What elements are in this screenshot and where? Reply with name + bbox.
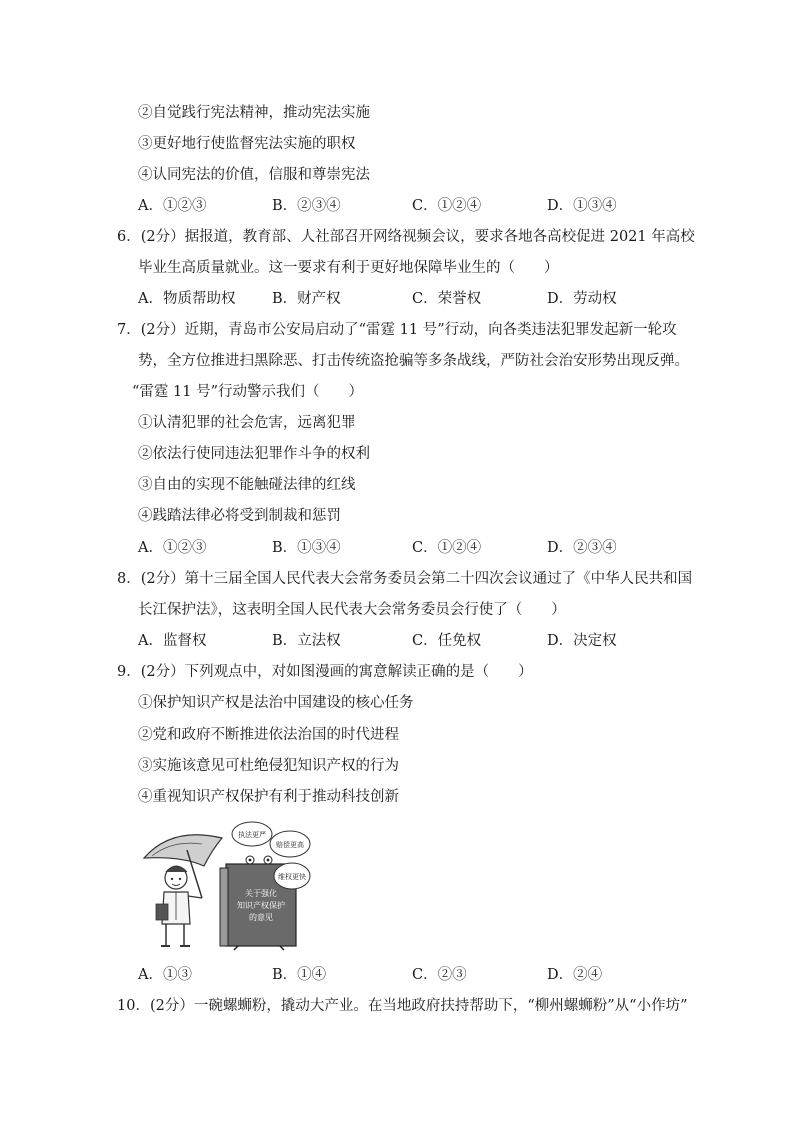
book-title-line3: 的意见 <box>249 913 273 922</box>
q8-option-b[interactable]: B．立法权 <box>272 633 341 649</box>
q7-option-a[interactable]: A．①②③ <box>138 540 207 556</box>
q7-stem-line1: 7．(2分）近期，青岛市公安局启动了“雷霆 11 号”行动，向各类违法犯罪发起新一轮攻 <box>117 322 677 338</box>
q9-option-a[interactable]: A．①③ <box>138 967 192 983</box>
q7-options <box>138 538 698 558</box>
q9-option-d[interactable]: D．②④ <box>547 967 603 983</box>
q6-options <box>138 289 698 309</box>
q8-option-a[interactable]: A．监督权 <box>138 633 207 649</box>
q9-item-4: ④重视知识产权保护有利于推动科技创新 <box>138 789 399 805</box>
q9-option-c[interactable]: C．②③ <box>412 967 467 983</box>
q9-item-2: ②党和政府不断推进依法治国的时代进程 <box>138 727 399 743</box>
q8-option-d[interactable]: D．决定权 <box>547 633 617 649</box>
q7-item-1: ①认清犯罪的社会危害，远离犯罪 <box>138 415 356 431</box>
q7-option-b[interactable]: B．①③④ <box>272 540 341 556</box>
q5-option-a[interactable]: A．①②③ <box>138 198 207 214</box>
q5-item-4: ④认同宪法的价值，信服和尊崇宪法 <box>138 167 370 183</box>
q9-option-b[interactable]: B．①④ <box>272 967 327 983</box>
q7-option-d[interactable]: D．②③④ <box>547 540 617 556</box>
q10-stem-line1: 10．(2分）一碗螺蛳粉，撬动大产业。在当地政府扶持帮助下，“柳州螺蛳粉”从“小作坊” <box>117 998 688 1014</box>
q9-item-1: ①保护知识产权是法治中国建设的核心任务 <box>138 695 414 711</box>
speech-bubble-3-text: 维权更快 <box>278 873 306 881</box>
q8-stem-line1: 8．(2分）第十三届全国人民代表大会常务委员会第二十四次会议通过了《中华人民共和国 <box>117 571 693 587</box>
q7-stem-line3: “雷霆 11 号”行动警示我们（ ） <box>132 384 363 400</box>
q6-option-d[interactable]: D．劳动权 <box>547 291 617 307</box>
umbrella-canopy <box>144 835 222 866</box>
q7-option-c[interactable]: C．①②④ <box>412 540 482 556</box>
person-book <box>156 904 168 920</box>
q5-options <box>138 196 698 216</box>
q6-option-b[interactable]: B．财产权 <box>272 291 341 307</box>
cartoon-illustration <box>142 820 312 952</box>
q7-item-4: ④践踏法律必将受到制裁和惩罚 <box>138 508 341 524</box>
q5-option-b[interactable]: B．②③④ <box>272 198 341 214</box>
q7-item-2: ②依法行使同违法犯罪作斗争的权利 <box>138 446 370 462</box>
q5-item-3: ③更好地行使监督宪法实施的职权 <box>138 136 356 152</box>
q5-item-2: ②自觉践行宪法精神，推动宪法实施 <box>138 105 370 121</box>
q5-option-d[interactable]: D．①③④ <box>547 198 617 214</box>
q9-item-3: ③实施该意见可杜绝侵犯知识产权的行为 <box>138 758 399 774</box>
q9-stem-line1: 9．(2分）下列观点中，对如图漫画的寓意解读正确的是（ ） <box>117 664 533 680</box>
q8-option-c[interactable]: C．任免权 <box>412 633 482 649</box>
q5-option-c[interactable]: C．①②④ <box>412 198 482 214</box>
q8-options <box>138 631 698 651</box>
speech-bubble-1-text: 执法更严 <box>238 831 266 839</box>
q7-stem-line2: 势，全方位推进扫黑除恶、打击传统盗抢骗等多条战线，严防社会治安形势出现反弹。 <box>138 353 689 369</box>
cartoon-svg <box>142 820 312 952</box>
q6-stem-line2: 毕业生高质量就业。这一要求有利于更好地保障毕业生的（ ） <box>138 260 559 276</box>
q6-stem-line1: 6．(2分）据报道，教育部、人社部召开网络视频会议，要求各地各高校促进 2021 年高校 <box>117 229 695 245</box>
book-title-line1: 关于强化 <box>245 889 277 898</box>
book-title-line2: 知识产权保护 <box>237 901 285 910</box>
q9-options <box>138 965 698 985</box>
q6-option-c[interactable]: C．荣誉权 <box>412 291 482 307</box>
q6-option-a[interactable]: A．物质帮助权 <box>138 291 236 307</box>
q7-item-3: ③自由的实现不能触碰法律的红线 <box>138 477 356 493</box>
q8-stem-line2: 长江保护法》，这表明全国人民代表大会常务委员会行使了（ ） <box>138 602 566 618</box>
speech-bubble-2-text: 赔偿更高 <box>276 841 304 849</box>
